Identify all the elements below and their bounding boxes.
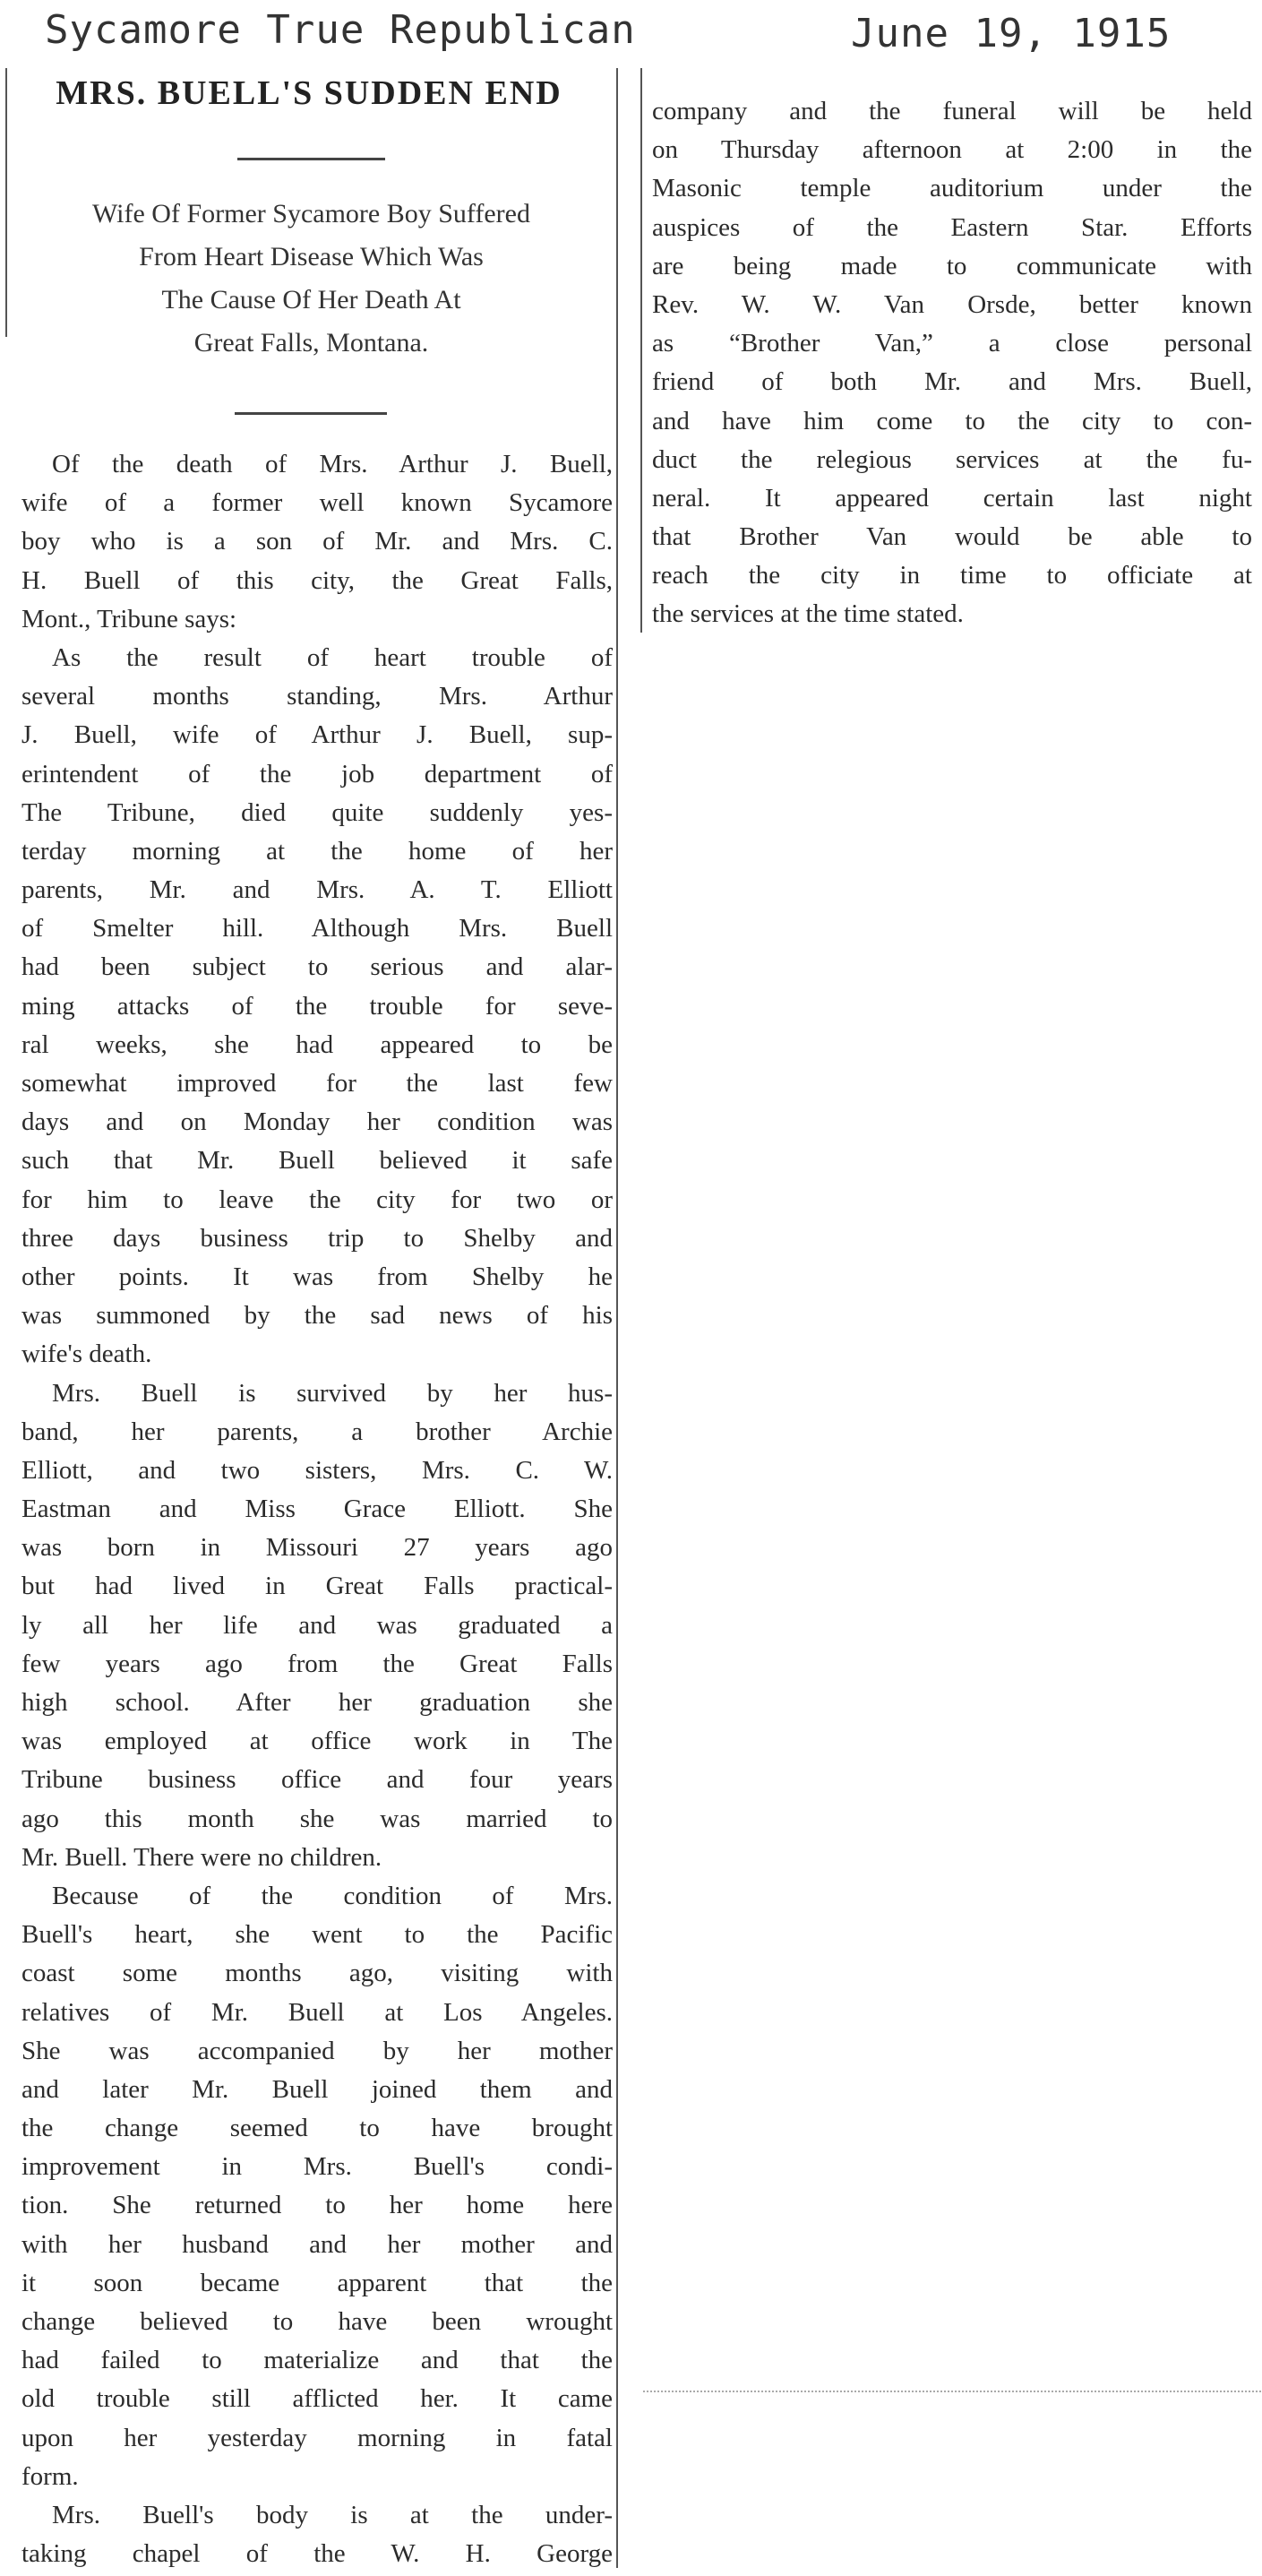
text-line: taking chapel of the W. H. George	[21, 2539, 613, 2569]
publication-date: June 19, 1915	[851, 11, 1172, 56]
text-line: As the result of heart trouble of	[52, 642, 613, 672]
text-line: and have him come to the city to con-	[652, 406, 1252, 435]
text-line: The Tribune, died quite suddenly yes-	[21, 797, 613, 827]
text-line: Mr. Buell. There were no children.	[21, 1842, 382, 1872]
text-line: J. Buell, wife of Arthur J. Buell, sup-	[21, 720, 613, 750]
text-line: Eastman and Miss Grace Elliott. She	[21, 1495, 613, 1524]
text-line: the change seemed to have brought	[21, 2114, 613, 2143]
deck-line: From Heart Disease Which Was	[139, 242, 484, 271]
article-paragraph	[652, 92, 1252, 634]
text-line: of Smelter hill. Although Mrs. Buell	[21, 914, 613, 943]
text-line: She was accompanied by her mother	[21, 2036, 613, 2065]
text-line: was born in Missouri 27 years ago	[21, 1533, 613, 1563]
text-line: as “Brother Van,” a close personal	[652, 329, 1252, 358]
text-line: several months standing, Mrs. Arthur	[21, 682, 613, 711]
text-line: for him to leave the city for two or	[21, 1185, 613, 1214]
text-line: duct the relegious services at the fu-	[652, 444, 1252, 474]
headline-divider-rule	[237, 158, 385, 160]
text-line: wife of a former well known Sycamore	[21, 488, 613, 518]
text-line: somewhat improved for the last few	[21, 1069, 613, 1098]
text-line: three days business trip to Shelby and	[21, 1223, 613, 1253]
text-line: other points. It was from Shelby he	[21, 1262, 613, 1291]
text-line: Rev. W. W. Van Orsde, better known	[652, 289, 1252, 319]
text-line: boy who is a son of Mr. and Mrs. C.	[21, 527, 613, 556]
text-line: neral. It appeared certain last night	[652, 483, 1252, 513]
text-line: friend of both Mr. and Mrs. Buell,	[652, 367, 1252, 397]
text-line: Mont., Tribune says:	[21, 604, 237, 633]
text-line: ming attacks of the trouble for seve-	[21, 991, 613, 1021]
text-line: auspices of the Eastern Star. Efforts	[652, 212, 1252, 242]
left-border-rule	[5, 68, 7, 337]
text-line: relatives of Mr. Buell at Los Angeles.	[21, 1997, 613, 2027]
text-line: Mrs. Buell is survived by her hus-	[52, 1378, 613, 1408]
text-line: the services at the time stated.	[652, 599, 964, 629]
text-line: Because of the condition of Mrs.	[52, 1881, 613, 1910]
newspaper-name: Sycamore True Republican	[45, 7, 636, 53]
deck-line: The Cause Of Her Death At	[161, 285, 461, 314]
article-paragraph	[21, 445, 613, 639]
article-paragraph	[21, 639, 613, 1374]
article-headline: MRS. BUELL'S SUDDEN END	[56, 74, 562, 112]
text-line: was summoned by the sad news of his	[21, 1301, 613, 1331]
text-line: band, her parents, a brother Archie	[21, 1417, 613, 1446]
text-line: high school. After her graduation she	[21, 1688, 613, 1717]
text-line: old trouble still afflicted her. It came	[21, 2384, 613, 2414]
text-line: that Brother Van would be able to	[652, 522, 1252, 552]
text-line: days and on Monday her condition was	[21, 1107, 613, 1137]
text-line: it soon became apparent that the	[21, 2268, 613, 2297]
article-paragraph	[21, 2496, 613, 2573]
text-line: such that Mr. Buell believed it safe	[21, 1146, 613, 1176]
column-divider-rule	[616, 68, 618, 2568]
text-line: ly all her life and was graduated a	[21, 1610, 613, 1640]
article-paragraph	[21, 1374, 613, 1877]
text-line: tion. She returned to her home here	[21, 2191, 613, 2220]
text-line: change believed to have been wrought	[21, 2307, 613, 2336]
text-line: form.	[21, 2461, 79, 2491]
text-line: are being made to communicate with	[652, 251, 1252, 280]
text-line: and later Mr. Buell joined them and	[21, 2074, 613, 2104]
text-line: terday morning at the home of her	[21, 836, 613, 866]
deck-line: Great Falls, Montana.	[193, 328, 429, 358]
text-line: was employed at office work in The	[21, 1727, 613, 1756]
text-line: wife's death.	[21, 1340, 152, 1369]
text-line: Tribune business office and four years	[21, 1765, 613, 1795]
article-body-left-column	[21, 445, 613, 2573]
text-line: had been subject to serious and alar-	[21, 952, 613, 982]
article-deck	[13, 193, 609, 365]
article-body-right-column	[652, 92, 1252, 634]
text-line: Of the death of Mrs. Arthur J. Buell,	[52, 450, 613, 478]
text-line: but had lived in Great Falls practical-	[21, 1572, 613, 1601]
text-line: erintendent of the job department of	[21, 759, 613, 788]
article-paragraph	[21, 1877, 613, 2496]
text-line: reach the city in time to officiate at	[652, 561, 1252, 590]
text-line: on Thursday afternoon at 2:00 in the	[652, 135, 1252, 165]
text-line: ral weeks, she had appeared to be	[21, 1030, 613, 1059]
text-line: with her husband and her mother and	[21, 2229, 613, 2259]
text-line: Elliott, and two sisters, Mrs. C. W.	[21, 1455, 613, 1485]
text-line: company and the funeral will be held	[652, 97, 1252, 125]
text-line: upon her yesterday morning in fatal	[21, 2423, 613, 2452]
text-line: H. Buell of this city, the Great Falls,	[21, 565, 613, 595]
text-line: Mrs. Buell's body is at the under-	[52, 2500, 613, 2529]
deck-line: Wife Of Former Sycamore Boy Suffered	[92, 199, 530, 228]
text-line: parents, Mr. and Mrs. A. T. Elliott	[21, 875, 613, 905]
text-line: coast some months ago, visiting with	[21, 1959, 613, 1988]
text-line: few years ago from the Great Falls	[21, 1649, 613, 1678]
text-line: had failed to materialize and that the	[21, 2346, 613, 2375]
text-line: Masonic temple auditorium under the	[652, 174, 1252, 203]
text-line: ago this month she was married to	[21, 1804, 613, 1833]
text-line: improvement in Mrs. Buell's condi-	[21, 2152, 613, 2182]
deck-divider-rule	[235, 412, 387, 415]
page-fold-mark	[643, 2391, 1261, 2392]
column-divider-rule-inner	[640, 68, 642, 633]
text-line: Buell's heart, she went to the Pacific	[21, 1920, 613, 1950]
